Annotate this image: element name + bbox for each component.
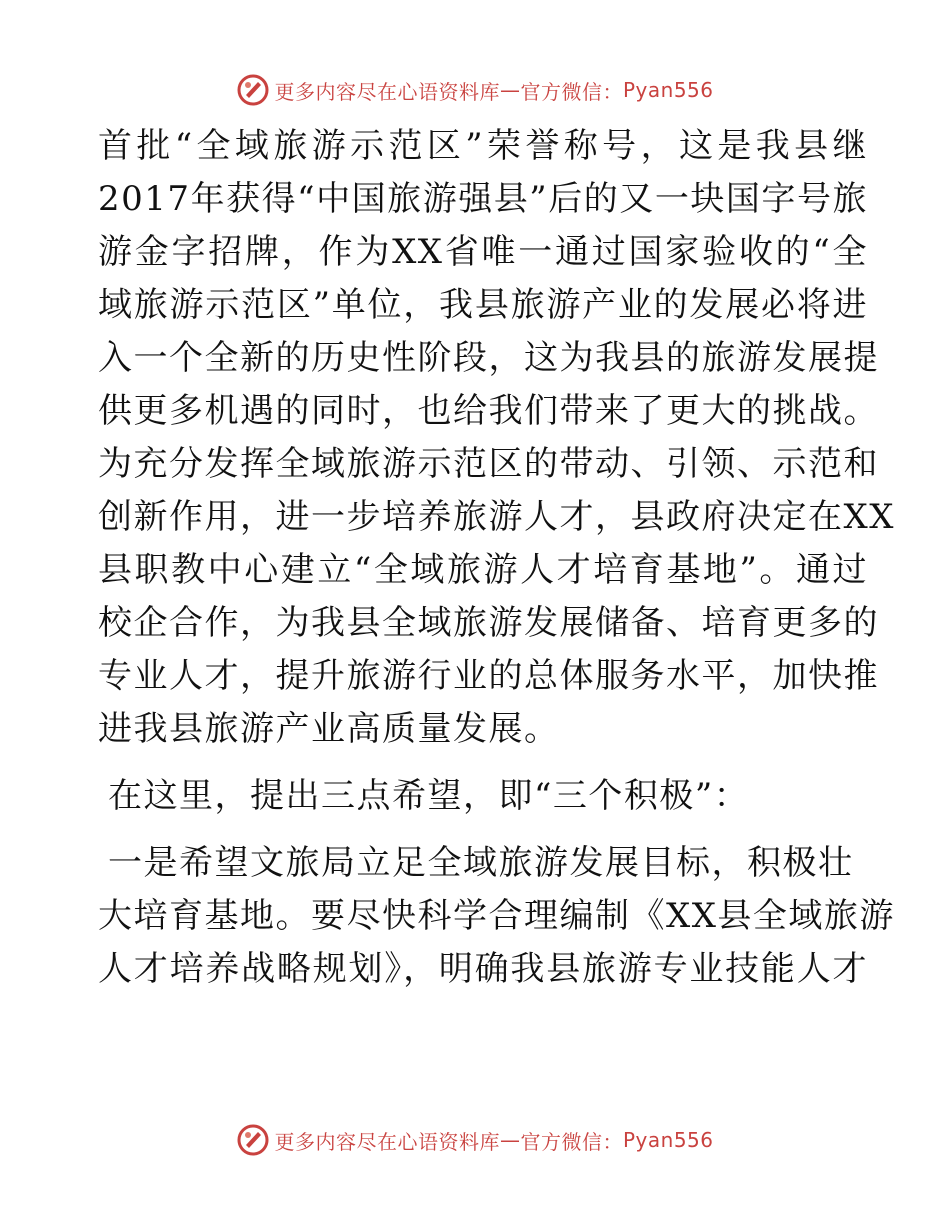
text-line: 人才培养战略规划》，明确我县旅游专业技能人才 bbox=[98, 949, 868, 989]
watermark-wechat-label: 官方微信： bbox=[520, 79, 623, 104]
text-line: 游金字招牌，作为XX省唯一通过国家验收的“全 bbox=[98, 232, 868, 272]
paragraph-3 bbox=[98, 837, 895, 996]
header-watermark bbox=[0, 70, 950, 110]
text-line: 专业人才，提升旅游行业的总体服务水平，加快推 bbox=[98, 656, 879, 696]
text-line: 校企合作，为我县全域旅游发展储备、培育更多的 bbox=[98, 603, 879, 643]
watermark-wechat-label: 官方微信： bbox=[520, 1129, 623, 1154]
watermark-dash: — bbox=[499, 78, 521, 102]
text-line: 域旅游示范区”单位，我县旅游产业的发展必将进 bbox=[98, 285, 868, 325]
seal-logo-icon bbox=[236, 73, 270, 107]
text-line: 县职教中心建立“全域旅游人才培育基地”。通过 bbox=[98, 550, 868, 590]
text-line: 创新作用，进一步培养旅游人才，县政府决定在XX bbox=[98, 497, 895, 537]
text-line: 2017年获得“中国旅游强县”后的又一块国字号旅 bbox=[98, 179, 868, 219]
text-line: 一是希望文旅局立足全域旅游发展目标，积极壮 bbox=[108, 843, 854, 883]
paragraph-2: 在这里，提出三点希望，即“三个积极”： bbox=[108, 776, 750, 816]
watermark-dash: — bbox=[499, 1128, 521, 1152]
document-body bbox=[98, 120, 895, 996]
paragraph-1 bbox=[98, 120, 895, 756]
footer-watermark bbox=[0, 1120, 950, 1160]
text-line: 首批“全域旅游示范区”荣誉称号，这是我县继 bbox=[98, 126, 868, 166]
seal-logo-icon bbox=[236, 1123, 270, 1157]
text-line: 为充分发挥全域旅游示范区的带动、引领、示范和 bbox=[98, 444, 879, 484]
text-line: 进我县旅游产业高质量发展。 bbox=[98, 709, 560, 749]
text-line: 入一个全新的历史性阶段，这为我县的旅游发展提 bbox=[98, 338, 879, 378]
watermark-wechat-id: Pyan556 bbox=[622, 78, 714, 102]
watermark-text: 更多内容尽在心语资料库 bbox=[274, 1129, 500, 1154]
watermark-text: 更多内容尽在心语资料库 bbox=[274, 79, 500, 104]
text-line: 大培育基地。要尽快科学合理编制《XX县全域旅游 bbox=[98, 896, 895, 936]
text-line: 供更多机遇的同时，也给我们带来了更大的挑战。 bbox=[98, 391, 879, 431]
watermark-wechat-id: Pyan556 bbox=[622, 1128, 714, 1152]
